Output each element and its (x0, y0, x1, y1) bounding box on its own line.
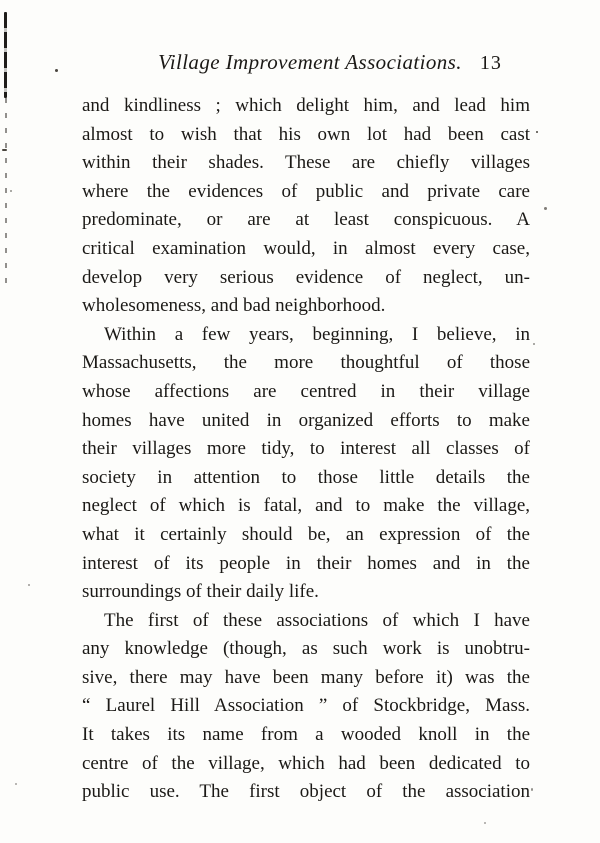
text-line: centre of the village, which had been dedicated to (82, 752, 530, 774)
scan-speck (55, 69, 58, 72)
scan-speck (536, 131, 538, 133)
text-line: what it certainly should be, an expression of the (82, 523, 530, 545)
running-title: Village Improvement Associations. (158, 50, 462, 74)
text-line: It takes its name from a wooded knoll in the (82, 724, 530, 746)
text-line: public use. The first object of the association (82, 781, 530, 803)
text-line: their villages more tidy, to interest all classes of (82, 438, 530, 460)
text-line: interest of its people in their homes and in the (82, 552, 530, 574)
text-line: where the evidences of public and private care (82, 180, 530, 202)
scan-speck (28, 584, 30, 586)
text-line: surroundings of their daily life. (82, 581, 319, 603)
text-line: almost to wish that his own lot had been cast (82, 123, 530, 145)
text-line: sive, there may have been many before it) was the (82, 666, 530, 688)
text-line: any knowledge (though, as such work is unobtru- (82, 638, 530, 660)
body-text (82, 92, 530, 807)
text-line: The first of these associations of which I have (104, 609, 530, 631)
scan-speck (544, 207, 547, 210)
text-line: critical examination would, in almost every case, (82, 237, 530, 259)
page-number: 13 (479, 52, 502, 74)
text-line: “ Laurel Hill Association ” of Stockbridge, Mass. (82, 695, 530, 717)
text-line: predominate, or are at least conspicuous. A (82, 209, 530, 231)
scan-speck (2, 149, 7, 151)
text-line: develop very serious evidence of neglect, un- (82, 266, 530, 288)
text-line: Within a few years, beginning, I believe, in (104, 323, 530, 345)
text-line: within their shades. These are chiefly villages (82, 152, 530, 174)
scan-speck (531, 788, 533, 791)
scan-speck (533, 343, 535, 345)
binding-edge-mark (5, 98, 7, 286)
page-header (100, 50, 560, 75)
scan-speck (10, 190, 12, 192)
text-line: society in attention to those little details the (82, 466, 530, 488)
text-line: and kindliness ; which delight him, and lead him (82, 95, 530, 116)
text-line: wholesomeness, and bad neighborhood. (82, 295, 386, 317)
text-line: homes have united in organized efforts to make (82, 409, 530, 431)
binding-edge-mark (4, 12, 7, 98)
text-line: whose affections are centred in their village (82, 380, 530, 402)
scan-speck (15, 783, 17, 785)
text-line: neglect of which is fatal, and to make the village, (82, 495, 530, 517)
text-line: Massachusetts, the more thoughtful of those (82, 352, 530, 374)
scan-speck (484, 822, 486, 824)
